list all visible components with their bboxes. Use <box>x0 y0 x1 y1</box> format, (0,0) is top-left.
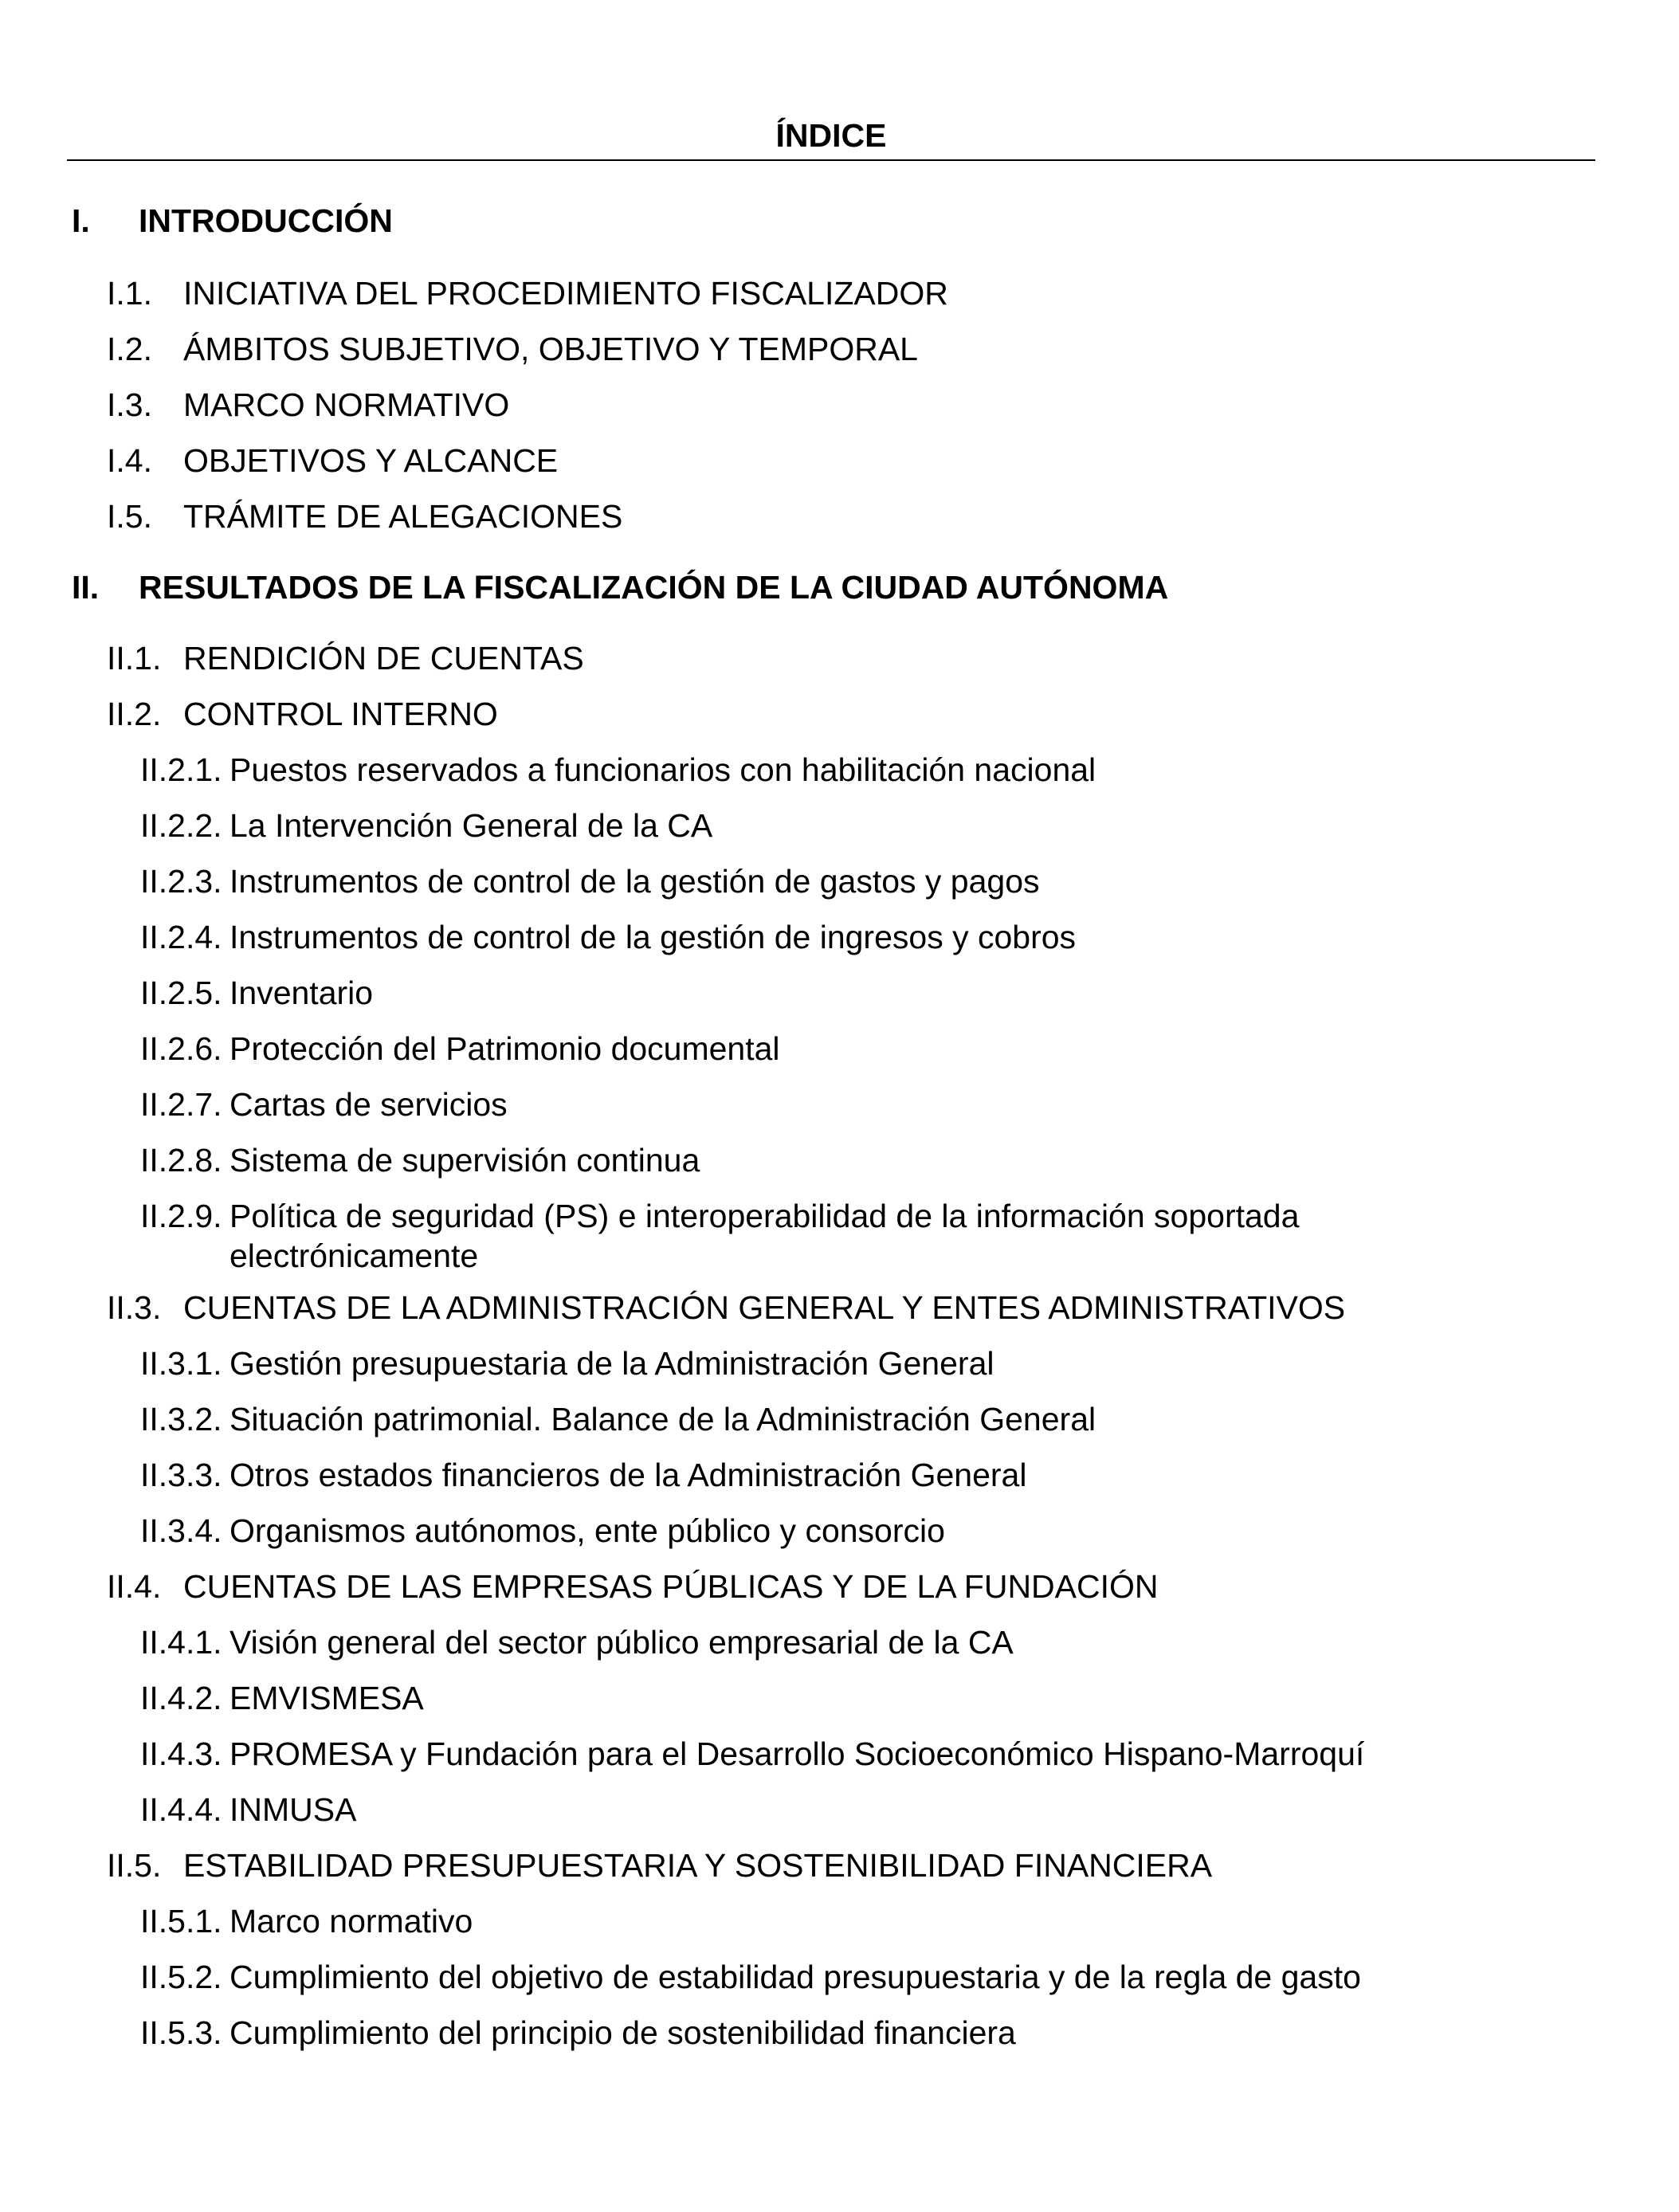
toc-entry-text: TRÁMITE DE ALEGACIONES <box>183 498 623 535</box>
toc-entry-number: II.2.8. <box>140 1142 222 1179</box>
toc-entry-number: II.2.1. <box>140 751 222 788</box>
toc-entry-number: II.2.3. <box>140 863 222 900</box>
toc-entry-number: II.2.7. <box>140 1086 222 1123</box>
toc-entry-number: II.5.2. <box>140 1959 222 1995</box>
toc-entry-number: II.2.5. <box>140 975 222 1011</box>
toc-entry-text: Puestos reservados a funcionarios con habilitación nacional <box>229 751 1096 788</box>
toc-entry-number: I.3. <box>107 386 152 423</box>
toc-entry-number: II.2.6. <box>140 1030 222 1067</box>
toc-entry-number: II.2.2. <box>140 807 222 844</box>
toc-entry-text: Gestión presupuestaria de la Administración General <box>229 1345 994 1382</box>
toc-entry-number: I. <box>72 202 90 239</box>
toc-entry-text: Política de seguridad (PS) e interoperabilidad de la información soportada electrónicamente <box>229 1198 1300 1274</box>
toc-entry-text: Situación patrimonial. Balance de la Administración General <box>229 1401 1096 1437</box>
toc-entry-number: II.2.4. <box>140 919 222 955</box>
toc-entry-number: II.4.4. <box>140 1791 222 1828</box>
toc-entry-text: Instrumentos de control de la gestión de gastos y pagos <box>229 863 1040 900</box>
toc-entry-number: I.4. <box>107 442 152 479</box>
toc-entry-number: II. <box>72 569 100 606</box>
toc-entry-text: Protección del Patrimonio documental <box>229 1030 780 1067</box>
toc-entry-text: Organismos autónomos, ente público y consorcio <box>229 1512 945 1549</box>
toc-entry-number: II.3.3. <box>140 1457 222 1493</box>
toc-entry-text: Cartas de servicios <box>229 1086 508 1123</box>
toc-entry-number: II.2.9. <box>140 1198 222 1234</box>
toc-entry-text: CUENTAS DE LAS EMPRESAS PÚBLICAS Y DE LA FUNDACIÓN <box>183 1568 1159 1605</box>
toc-entry-number: II.4.3. <box>140 1735 222 1772</box>
toc-entry-text: INTRODUCCIÓN <box>139 202 393 239</box>
toc-entry-text: Cumplimiento del principio de sostenibilidad financiera <box>229 2014 1016 2051</box>
toc-entry-text: Sistema de supervisión continua <box>229 1142 700 1179</box>
toc-entry-text: Visión general del sector público empresarial de la CA <box>229 1624 1014 1661</box>
toc-entry-number: II.4. <box>107 1568 162 1605</box>
toc-entry-number: II.2. <box>107 696 162 732</box>
toc-entry-text: RESULTADOS DE LA FISCALIZACIÓN DE LA CIUDAD AUTÓNOMA <box>139 569 1169 606</box>
toc-entry-text: RENDICIÓN DE CUENTAS <box>183 640 584 677</box>
toc-entry-text: CUENTAS DE LA ADMINISTRACIÓN GENERAL Y ENTES ADMINISTRATIVOS <box>183 1289 1346 1326</box>
toc-entry-text: ESTABILIDAD PRESUPUESTARIA Y SOSTENIBILIDAD FINANCIERA <box>183 1847 1213 1884</box>
toc-entry-text: La Intervención General de la CA <box>229 807 713 844</box>
toc-entry-number: II.3.1. <box>140 1345 222 1382</box>
toc-entry-number: II.5.1. <box>140 1903 222 1939</box>
title-divider <box>67 159 1595 161</box>
toc-entry-number: II.3. <box>107 1289 162 1326</box>
toc-entry-number: I.1. <box>107 275 152 312</box>
toc-entry-number: I.5. <box>107 498 152 535</box>
toc-entry-text: INMUSA <box>229 1791 357 1828</box>
toc-entry-text: CONTROL INTERNO <box>183 696 498 732</box>
toc-entry-text: Instrumentos de control de la gestión de ingresos y cobros <box>229 919 1077 955</box>
toc-entry-number: II.4.2. <box>140 1680 222 1716</box>
toc-entry-number: I.2. <box>107 331 152 367</box>
toc-entry-number: II.5. <box>107 1847 162 1884</box>
toc-entry-text: MARCO NORMATIVO <box>183 386 510 423</box>
toc-entry-text: OBJETIVOS Y ALCANCE <box>183 442 559 479</box>
toc-entry-number: II.3.2. <box>140 1401 222 1437</box>
toc-entry-text: Inventario <box>229 975 374 1011</box>
toc-entry-number: II.1. <box>107 640 162 677</box>
toc-entry-text: PROMESA y Fundación para el Desarrollo Socioeconómico Hispano-Marroquí <box>229 1735 1365 1772</box>
toc-entry-number: II.3.4. <box>140 1512 222 1549</box>
toc-entry-number: II.5.3. <box>140 2014 222 2051</box>
toc-entry-text: Otros estados financieros de la Administración General <box>229 1457 1027 1493</box>
toc-entry-text: ÁMBITOS SUBJETIVO, OBJETIVO Y TEMPORAL <box>183 331 918 367</box>
toc-entry-text: INICIATIVA DEL PROCEDIMIENTO FISCALIZADOR <box>183 275 948 312</box>
index-title: ÍNDICE <box>775 117 887 154</box>
toc-entry-text: Cumplimiento del objetivo de estabilidad presupuestaria y de la regla de gasto <box>229 1959 1361 1995</box>
toc-entry-number: II.4.1. <box>140 1624 222 1661</box>
toc-entry-text: EMVISMESA <box>229 1680 424 1716</box>
toc-entry-text: Marco normativo <box>229 1903 473 1939</box>
